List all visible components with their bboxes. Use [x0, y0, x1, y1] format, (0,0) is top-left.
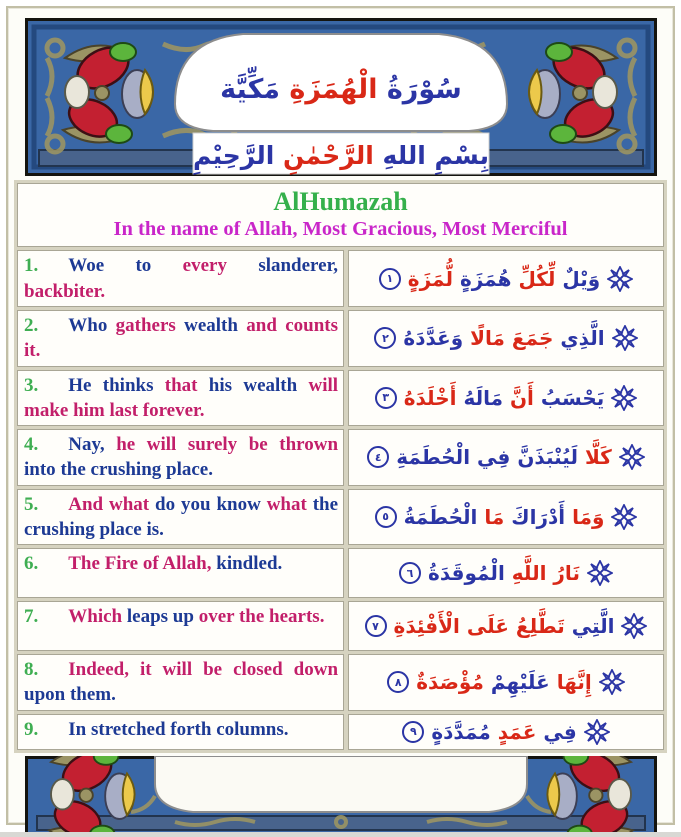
surah-start-ornament-icon: [584, 719, 610, 745]
arabic-word: الَّتِي: [571, 614, 615, 639]
arabic-word: عَمَدٍ: [497, 719, 537, 744]
arabic-word: الْحُطَمَةِ: [396, 445, 471, 470]
translation-word: backbiter.: [24, 280, 106, 302]
verse-arabic-cell: [348, 548, 664, 598]
translation-word: crushing: [90, 459, 162, 481]
verse-translation-text: [24, 659, 338, 705]
arabic-word: الْأَفْئِدَةِ: [393, 614, 460, 639]
verse-number: 9.: [24, 718, 39, 740]
verse-row: [17, 601, 664, 651]
translation-word: be: [203, 659, 223, 681]
bismillah-translation: In the name of Allah, Most Gracious, Most Merciful: [113, 217, 568, 240]
arabic-word: وَيْلٌ: [562, 266, 601, 291]
translation-word: gathers: [115, 315, 176, 337]
verse-arabic-text: [416, 667, 592, 697]
verse-translation-cell: [17, 714, 344, 750]
verse-arabic-cell: [348, 250, 664, 307]
translation-word: will: [146, 434, 177, 456]
translation-word: Which: [68, 606, 123, 628]
ayah-end-marker: ٤: [367, 446, 389, 468]
arabic-word: مُؤْصَدَةٌ: [416, 670, 484, 695]
arabic-word: لُّمَزَةٍ: [407, 266, 453, 291]
verse-translation-cell: [17, 654, 344, 711]
verse-arabic-cell: [348, 489, 664, 546]
translation-word: that: [164, 374, 198, 396]
translation-word: surely: [187, 434, 238, 456]
page-frame: [6, 6, 675, 825]
translation-word: do: [155, 493, 176, 515]
translation-word: forth: [170, 718, 212, 740]
verse-arabic-text: [428, 558, 580, 588]
verse-translation-cell: [17, 250, 344, 307]
arabic-word: تَطَّلِعُ: [515, 614, 565, 639]
arabic-word: لِّكُلِّ: [518, 266, 556, 291]
translation-word: upon: [24, 684, 66, 706]
translation-word: forever.: [142, 399, 205, 421]
translation-word: into: [24, 459, 56, 481]
verse-arabic-cell: [348, 310, 664, 367]
translation-word: them.: [69, 684, 116, 706]
surah-start-ornament-icon: [612, 325, 638, 351]
surah-start-ornament-icon: [599, 669, 625, 695]
arabic-word: اللَّهِ: [511, 561, 547, 586]
verse-row: [17, 714, 664, 750]
ayah-end-marker: ٣: [375, 387, 397, 409]
arabic-word: مَالًا: [470, 326, 505, 351]
translation-word: stretched: [90, 718, 166, 740]
verse-arabic-text: [403, 323, 604, 353]
verse-arabic-text: [394, 611, 615, 641]
bismillah-arabic: بِسْمِ اللهِ الرَّحْمٰنِ الرَّحِيْمِ: [192, 141, 489, 170]
ayah-end-marker: ٢: [374, 327, 396, 349]
verse-row: [17, 548, 664, 598]
translation-word: be: [248, 434, 268, 456]
verse-row: [17, 654, 664, 711]
translation-word: wealth: [184, 315, 238, 337]
verse-translation-text: [24, 315, 338, 361]
ayah-end-marker: ٩: [402, 721, 424, 743]
translation-word: The: [68, 553, 100, 575]
translation-word: over: [198, 606, 235, 628]
translation-word: it.: [24, 340, 41, 362]
verse-arabic-cell: [348, 714, 664, 750]
verse-translation-cell: [17, 489, 344, 546]
translation-word: Indeed,: [68, 659, 129, 681]
arabic-word: يَحْسَبُ: [540, 385, 605, 410]
verse-translation-text: [68, 719, 288, 740]
verse-translation-text: [68, 606, 324, 627]
arabic-word: هُمَزَةٍ: [459, 266, 512, 291]
arabic-word: إِنَّهَا: [556, 670, 592, 695]
translation-word: place: [99, 518, 142, 540]
surah-start-ornament-icon: [607, 266, 633, 292]
translation-word: And: [68, 493, 104, 515]
translation-word: of: [142, 553, 159, 575]
surah-start-ornament-icon: [619, 444, 645, 470]
translation-word: it: [139, 659, 152, 681]
translation-word: the: [312, 493, 339, 515]
translation-word: crushing: [24, 518, 95, 540]
verse-translation-text: [68, 553, 282, 574]
arabic-word: نَارُ: [553, 561, 580, 586]
translation-word: down: [293, 659, 339, 681]
surah-title-arabic: سُوْرَةُ الْهُمَزَةِ مَكِّيَّة: [219, 74, 462, 105]
translation-word: Who: [68, 315, 108, 337]
arabic-word: الْحُطَمَةُ: [403, 504, 478, 529]
translation-word: will: [162, 659, 193, 681]
verse-arabic-text: [396, 442, 612, 472]
verse-row: [17, 310, 664, 367]
arabic-word: عَلَى: [466, 614, 509, 639]
arabic-word: مَالَهُ: [463, 385, 503, 410]
surah-name: AlHumazah: [273, 187, 408, 216]
verse-number: 2.: [24, 315, 39, 337]
verse-arabic-cell: [348, 429, 664, 486]
translation-word: hearts.: [269, 606, 325, 628]
verse-arabic-text: [404, 502, 605, 532]
arabic-word: لَيُنْبَذَنَّ: [517, 445, 578, 470]
translation-word: wealth: [243, 374, 298, 396]
translation-word: you: [180, 493, 211, 515]
arabic-word: وَمَا: [572, 504, 605, 529]
verse-translation-cell: [17, 429, 344, 486]
verse-translation-cell: [17, 370, 344, 427]
footer-ornament-art: [25, 756, 657, 837]
ayah-end-marker: ٥: [375, 506, 397, 528]
ayah-end-marker: ٨: [387, 671, 409, 693]
verse-translation-text: [24, 434, 338, 480]
verse-number: 3.: [24, 374, 39, 396]
translation-word: Woe: [68, 255, 105, 277]
verse-number: 4.: [24, 434, 39, 456]
header-art-wrap: [12, 18, 669, 176]
verse-arabic-cell: [348, 601, 664, 651]
surah-start-ornament-icon: [621, 613, 647, 639]
verse-row: [17, 370, 664, 427]
verse-translation-cell: [17, 601, 344, 651]
translation-word: Nay,: [68, 434, 105, 456]
verse-number: 1.: [24, 255, 39, 277]
arabic-word: أَدْرَاكَ: [511, 504, 566, 529]
translation-word: In: [68, 718, 87, 740]
translation-word: closed: [233, 659, 283, 681]
translation-word: will: [308, 374, 339, 396]
verse-translation-text: [24, 375, 338, 421]
translation-word: and: [246, 315, 277, 337]
ayah-end-marker: ٦: [399, 562, 421, 584]
arabic-word: أَنَّ: [509, 385, 534, 410]
footer-art-wrap: [12, 756, 669, 837]
arabic-word: فِي: [543, 719, 577, 744]
arabic-word: أَخْلَدَهُ: [403, 385, 457, 410]
arabic-word: مُمَدَّدَةٍ: [431, 719, 491, 744]
verse-translation-cell: [17, 310, 344, 367]
translation-word: Allah,: [162, 553, 212, 575]
translation-word: he: [116, 434, 136, 456]
translation-word: know: [216, 493, 261, 515]
ayah-end-marker: ١: [379, 268, 401, 290]
surah-start-ornament-icon: [611, 385, 637, 411]
verse-arabic-text: [431, 717, 576, 747]
translation-word: what: [109, 493, 150, 515]
translation-word: him: [73, 399, 105, 421]
arabic-word: كَلَّا: [584, 445, 612, 470]
translation-word: what: [266, 493, 307, 515]
verse-arabic-text: [408, 264, 600, 294]
translation-word: last: [109, 399, 139, 421]
translation-word: slanderer,: [258, 255, 339, 277]
translation-word: counts: [285, 315, 338, 337]
surah-start-ornament-icon: [611, 504, 637, 530]
verses-table: [17, 250, 664, 749]
surah-start-ornament-icon: [587, 560, 613, 586]
verse-translation-text: [24, 255, 338, 301]
arabic-word: جَمَعَ: [511, 326, 554, 351]
verse-translation-cell: [17, 548, 344, 598]
translation-word: the: [238, 606, 265, 628]
ayah-end-marker: ٧: [365, 615, 387, 637]
header-ornament-art: [25, 18, 657, 176]
verse-arabic-text: [404, 383, 605, 413]
arabic-word: الْمُوقَدَةُ: [428, 561, 505, 586]
arabic-word: فِي: [477, 445, 511, 470]
translation-word: the: [60, 459, 86, 481]
translation-word: place.: [166, 459, 213, 481]
translation-word: He: [68, 374, 92, 396]
verse-number: 7.: [24, 606, 39, 628]
content-area: [14, 180, 667, 753]
verse-number: 5.: [24, 493, 39, 515]
translation-word: up: [172, 606, 194, 628]
verse-arabic-cell: [348, 370, 664, 427]
verse-number: 6.: [24, 553, 39, 575]
verse-number: 8.: [24, 659, 39, 681]
translation-word: to: [135, 255, 152, 277]
translation-word: columns.: [216, 718, 289, 740]
translation-word: Fire: [104, 553, 139, 575]
verse-arabic-cell: [348, 654, 664, 711]
translation-word: thrown: [279, 434, 339, 456]
translation-word: make: [24, 399, 69, 421]
arabic-word: عَلَيْهِمْ: [490, 670, 550, 695]
arabic-word: وَعَدَّدَهُ: [403, 326, 464, 351]
translation-word: kindled.: [216, 553, 283, 575]
verse-translation-text: [24, 494, 338, 540]
translation-word: is.: [146, 518, 164, 540]
verse-row: [17, 429, 664, 486]
translation-word: leaps: [126, 606, 169, 628]
arabic-word: مَا: [484, 504, 505, 529]
translation-word: thinks: [102, 374, 154, 396]
verse-row: [17, 250, 664, 307]
translation-word: his: [208, 374, 233, 396]
verse-row: [17, 489, 664, 546]
arabic-word: الَّذِي: [560, 326, 605, 351]
title-box: [17, 183, 664, 247]
translation-word: every: [182, 255, 227, 277]
